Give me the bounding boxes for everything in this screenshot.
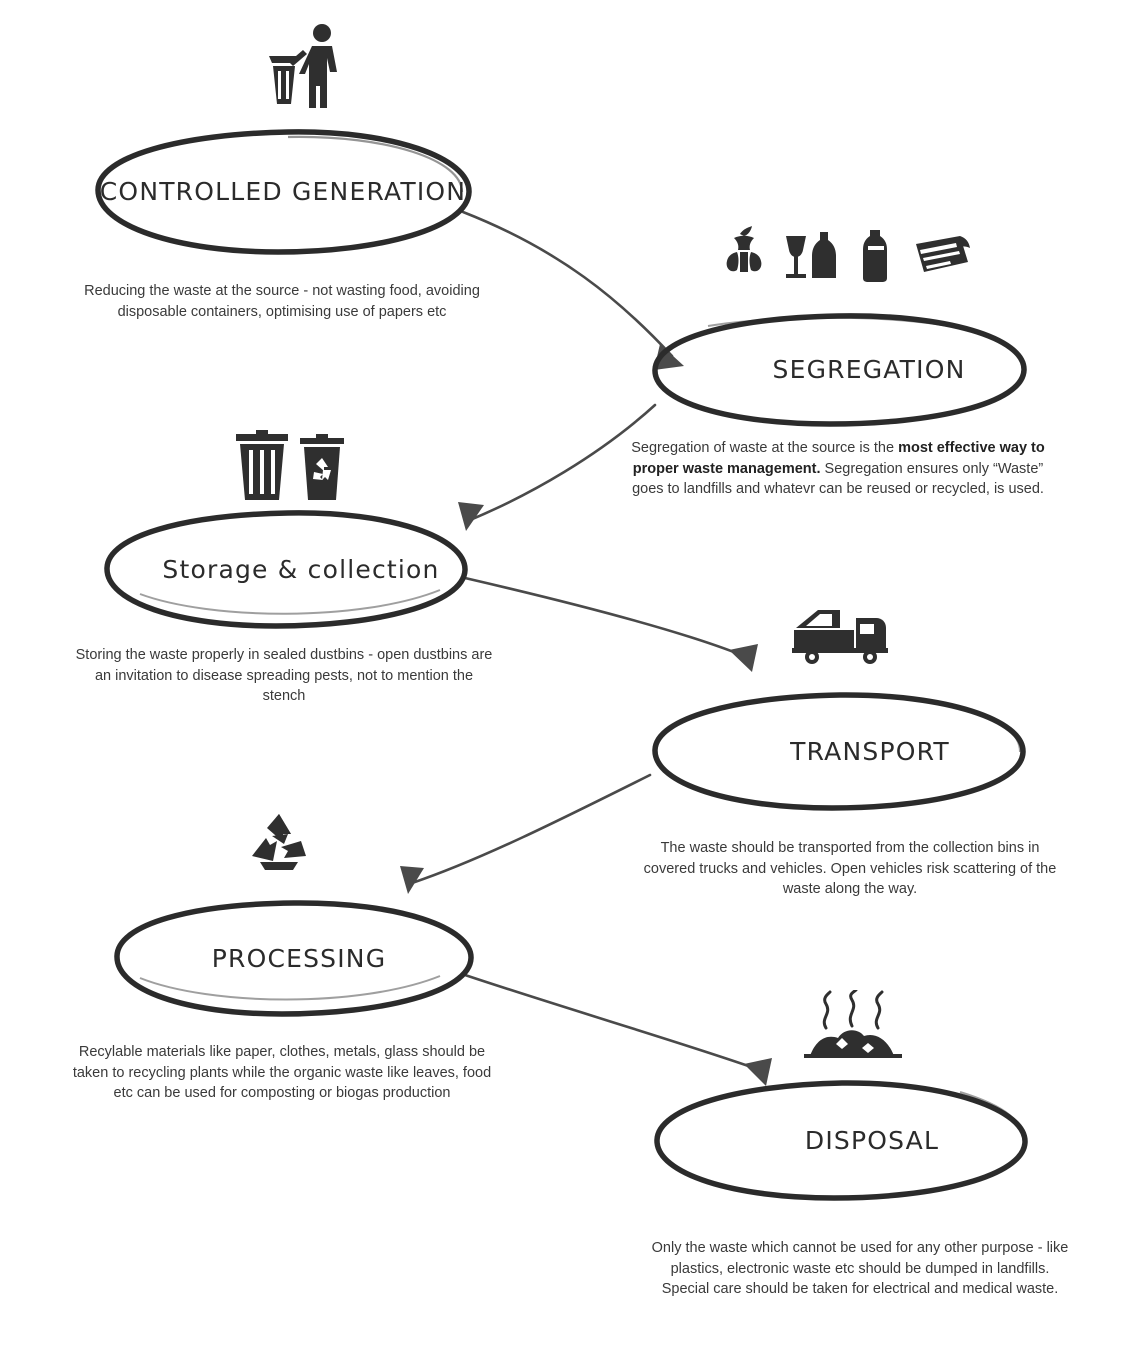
node-processing[interactable]	[110, 898, 478, 1018]
caption-disposal: Only the waste which cannot be used for any other purpose - like plastics, electronic waste etc should be dumped in landfills. Special care should be taken for electrical and medical waste.	[651, 1240, 1069, 1298]
caption-part-3: Segregation ensures only “Waste” goes to landfills and whatevr can be reused or recycled, is used.	[632, 460, 1044, 498]
caption-segregation	[628, 438, 1048, 500]
person-throwing-trash-icon	[265, 22, 343, 108]
sorted-waste-items-icon	[720, 226, 970, 286]
node-segregation[interactable]	[648, 310, 1030, 428]
node-storage-collection[interactable]	[100, 508, 472, 630]
node-label: CONTROLLED GENERATION	[99, 176, 467, 206]
node-label: SEGREGATION	[772, 354, 966, 384]
node-label: Storage & collection	[162, 554, 440, 584]
caption-storage-collection: Storing the waste properly in sealed dustbins - open dustbins are an invitation to disease spreading pests, not to mention the stench	[75, 647, 493, 705]
arrowhead-to-processing	[400, 866, 424, 894]
caption-part-bold: most effective way to proper waste management.	[632, 440, 1045, 477]
caption-transport: The waste should be transported from the collection bins in covered trucks and vehicles. Open vehicles risk scattering of the waste along the way.	[643, 840, 1057, 898]
node-label: TRANSPORT	[790, 736, 950, 766]
connector-transport-to-processing	[412, 775, 650, 883]
caption-part-1: Segregation of waste at the source is the	[631, 440, 899, 456]
connector-processing-to-disposal	[465, 975, 760, 1070]
node-transport[interactable]	[648, 690, 1030, 812]
burning-landfill-icon	[800, 990, 906, 1060]
garbage-truck-icon	[790, 604, 894, 664]
caption-controlled-generation: Reducing the waste at the source - not wasting food, avoiding disposable containers, optimising use of papers etc	[84, 283, 480, 320]
connector-generation-to-segregation	[463, 212, 672, 356]
arrowhead-to-transport	[729, 644, 758, 672]
caption-processing: Recylable materials like paper, clothes, metals, glass should be taken to recycling plants while the organic waste like leaves, food etc can be used for composting or biogas production	[72, 1044, 492, 1102]
dustbin-and-recycling-bin-icon	[228, 430, 350, 502]
node-label: PROCESSING	[211, 943, 387, 973]
recycling-symbol-icon	[248, 812, 310, 872]
node-label: DISPOSAL	[804, 1125, 940, 1155]
connector-storage-to-transport	[465, 578, 744, 656]
node-controlled-generation[interactable]	[92, 126, 474, 256]
node-disposal[interactable]	[650, 1078, 1032, 1202]
